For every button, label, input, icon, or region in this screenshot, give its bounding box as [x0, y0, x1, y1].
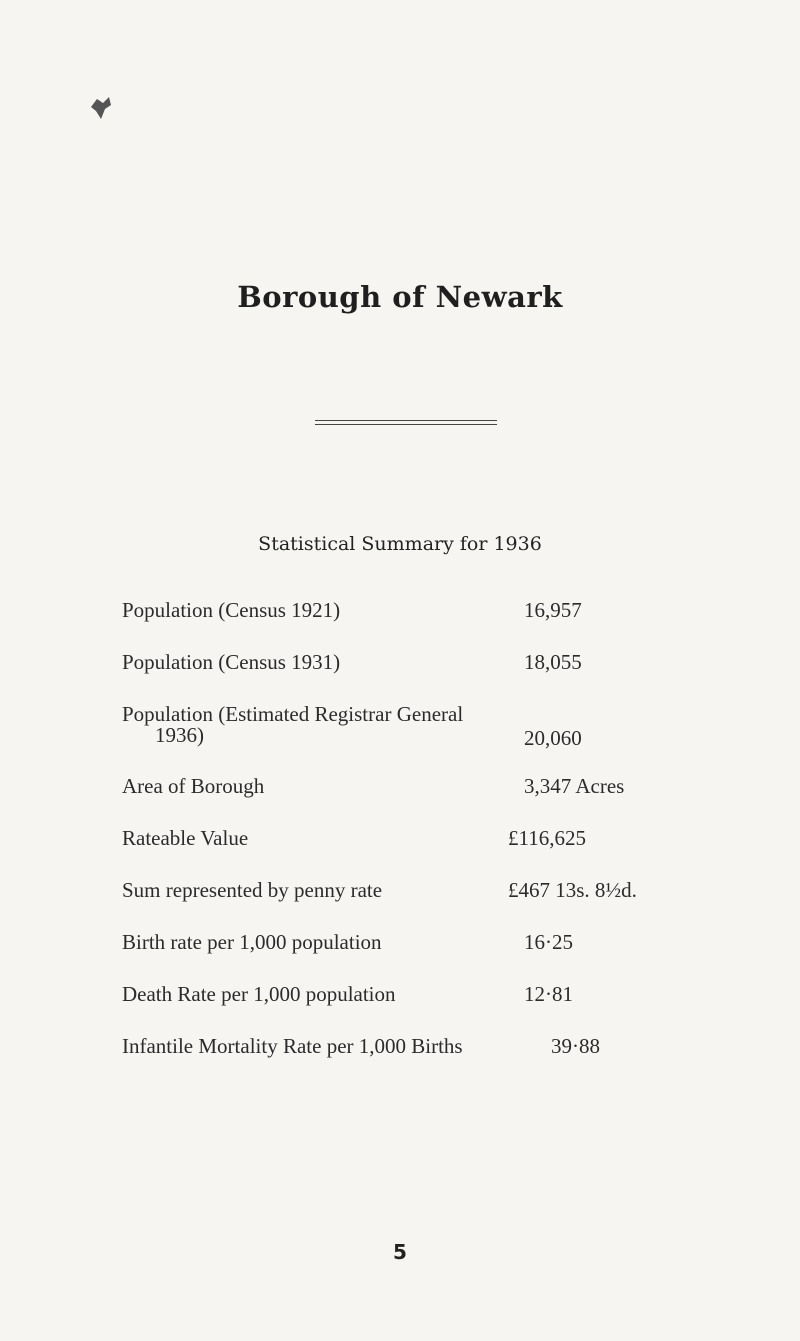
row-label-population-estimated: Population (Estimated Registrar General: [122, 702, 464, 726]
row-label-death-rate: Death Rate per 1,000 population: [122, 982, 396, 1006]
row-value-rateable-value: £116,625: [508, 826, 586, 850]
row-label-population-estimated-cont: 1936): [155, 723, 204, 747]
page-title: Borough of Newark: [237, 280, 563, 314]
row-label-area: Area of Borough: [122, 774, 265, 798]
row-label-population-1921: Population (Census 1921): [122, 598, 341, 622]
row-label-population-1931: Population (Census 1931): [122, 650, 341, 674]
row-label-penny-rate: Sum represented by penny rate: [122, 878, 383, 902]
row-value-penny-rate: £467 13s. 8½d.: [508, 878, 637, 902]
summary-subtitle: Statistical Summary for 1936: [258, 533, 542, 555]
row-value-population-1931: 18,055: [524, 650, 582, 674]
row-value-population-estimated: 20,060: [524, 726, 582, 750]
divider-rule-top: [315, 420, 497, 421]
page-number: 5: [393, 1240, 407, 1264]
row-value-population-1921: 16,957: [524, 598, 582, 622]
ink-mark-icon: [87, 95, 117, 121]
row-value-area: 3,347 Acres: [524, 774, 625, 798]
row-value-birth-rate: 16·25: [524, 930, 573, 954]
row-label-birth-rate: Birth rate per 1,000 population: [122, 930, 382, 954]
row-value-infantile-mortality: 39·88: [551, 1034, 600, 1058]
row-label-infantile-mortality: Infantile Mortality Rate per 1,000 Births: [122, 1034, 463, 1058]
row-value-death-rate: 12·81: [524, 982, 573, 1006]
divider-rule-bottom: [315, 424, 497, 425]
row-label-rateable-value: Rateable Value: [122, 826, 249, 850]
